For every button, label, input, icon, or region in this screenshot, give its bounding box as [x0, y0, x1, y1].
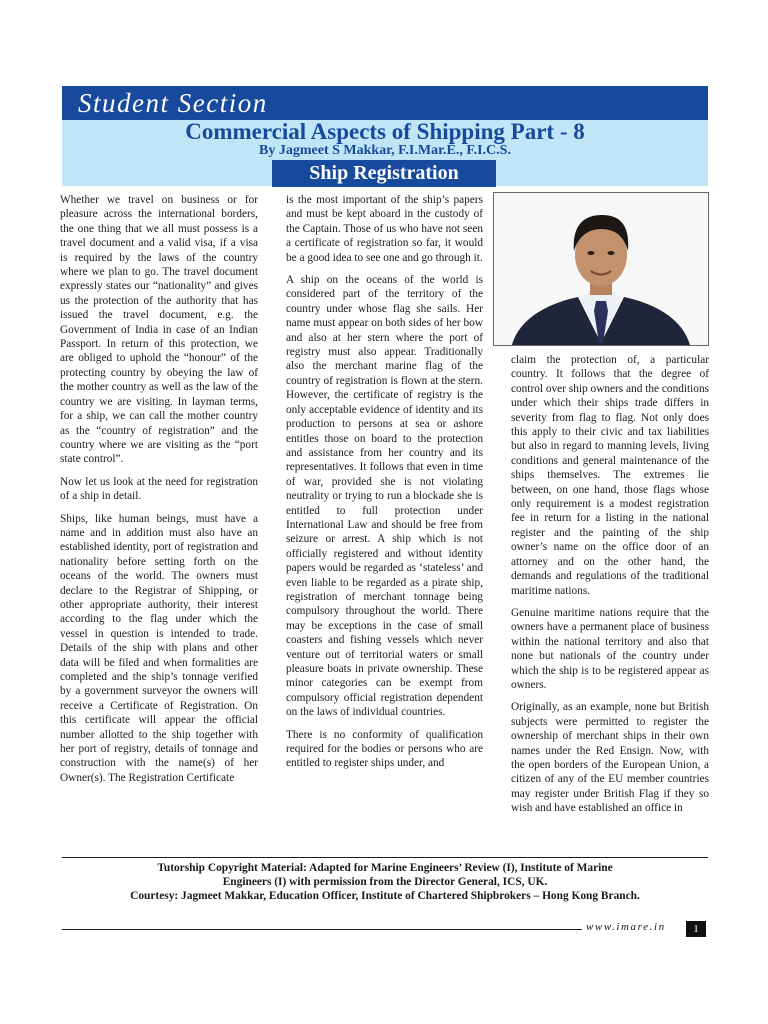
credit-line-3: Courtesy: Jagmeet Makkar, Education Officer, Institute of Chartered Shipbrokers – Hong Kong Branch.: [130, 890, 640, 902]
copyright-credits: [62, 861, 708, 903]
paragraph: Now let us look at the need for registration of a ship in detail.: [60, 475, 258, 503]
footer-divider: [62, 857, 708, 858]
text-column-3: [511, 353, 709, 824]
author-photo: [493, 192, 709, 346]
paragraph: claim the protection of, a particular country. It follows that the degree of control over ship owners and the conditions under which their ships trade differs in severity from flag to flag. Not only does this apply to their civic and tax liabilities but also in regard to manning levels, living conditions and general maintenance of the ships themselves. The extremes lie between, on one hand, those flags whose only requirement is a modest registration fee in return for a listing in the national register and the painting of the ship owner’s name on the office door of an attorney and on the other hand, the demands and regulations of the traditional maritime nations.: [511, 354, 709, 597]
paragraph: Originally, as an example, none but British subjects were permitted to register the ownership of merchant ships in their own names under the Red Ensign. Now, with the open borders of the European Union, a citizen of any of the EU member countries may register under British Flag if they so wish and have established an office in: [511, 701, 709, 815]
paragraph: There is no conformity of qualification required for the bodies or persons who are entitled to register ships under, and: [286, 728, 483, 770]
section-banner: [62, 86, 708, 120]
credit-line-2: Engineers (I) with permission from the Director General, ICS, UK.: [222, 876, 548, 888]
paragraph: is the most important of the ship’s papers and must be kept aboard in the custody of the Captain. Those of us who have not seen a certificate of registration so far, it would be a good idea to see one and go through it.: [286, 194, 483, 264]
credit-line-1: Tutorship Copyright Material: Adapted for Marine Engineers’ Review (I), Institute of Marine: [157, 862, 613, 874]
section-title: Student Section: [78, 88, 268, 118]
paragraph: Ships, like human beings, must have a name and in addition must also have an established identity, port of registration and nationality before setting forth on the oceans of the world. The owners must declare to the Registrar of Shipping, or other appropriate authority, their interest according to the flag under which the vessel in question is intended to trade. Details of the ship with plans and other data will be filed and when formalities are completed and the ship’s tonnage verified by a government surveyor the owners will receive a Certificate of Registration. On this certificate will appear the official number allotted to the ship together with her port of registry, details of tonnage and construction with the name(s) of her Owner(s). The Registration Certificate: [60, 512, 258, 784]
page-number: 1: [686, 921, 706, 937]
author-portrait-graphic: [494, 193, 708, 345]
text-column-1: [60, 193, 258, 793]
website-link[interactable]: www.imare.in: [586, 921, 666, 933]
paragraph: A ship on the oceans of the world is considered part of the territory of the country under whose flag she sails. Her name must appear on both sides of her bow and also at her stern where the port of registry must also appear. Traditionally also the merchant marine flag of the country of registration is flown at the stern. However, the certificate of registry is the only acceptable evidence of identity and its production to persons at sea or ashore entitles those on board to the protection and assistance from her country and its representatives. It follows that even in time of war, provided she is not violating neutrality or trying to run a blockade she is entitled to full protection under International Law and should be free from seizure or arrest. A ship which is not officially registered and without identity papers would be regarded as ‘stateless’ and even liable to be regarded as a pirate ship, registration of merchant tonnage being compulsory throughout the world. There may be exceptions in the case of small coasters and fishing vessels which never venture out of territorial waters or small pleasure boats in private ownership. These minor categories can be exempt from compulsory official registration dependent on the laws of individual countries.: [286, 274, 483, 719]
topic-title: Ship Registration: [309, 162, 459, 184]
author-byline: By Jagmeet S Makkar, F.I.Mar.E., F.I.C.S.: [259, 143, 511, 158]
paragraph: Genuine maritime nations require that the owners have a permanent place of business within the national territory and also that none but nationals of the country under which the ship is to be registered appear as owners.: [511, 606, 709, 691]
paragraph: Whether we travel on business or for pleasure across the international borders, the one thing that we all must possess is a travel document and a valid visa, if a visa is required by the laws of the country where we plan to go. The travel document expressly states our “nationality” and gives us the protection of the authority that has issued the travel document, e.g. the Government of India in case of an Indian Passport. In return of this protection, we are obliged to uphold the “honour” of the protecting country by obeying the law of the mother country as well as the law of the country we are visiting. In layman terms, for a ship, we can call the mother country as the “country of registration” and the country where we are visiting as the “port state control”.: [60, 194, 258, 466]
text-column-2: [286, 193, 483, 779]
topic-banner: [272, 160, 496, 187]
article-title: Commercial Aspects of Shipping Part - 8: [185, 119, 585, 144]
footer-rule: [62, 929, 582, 930]
